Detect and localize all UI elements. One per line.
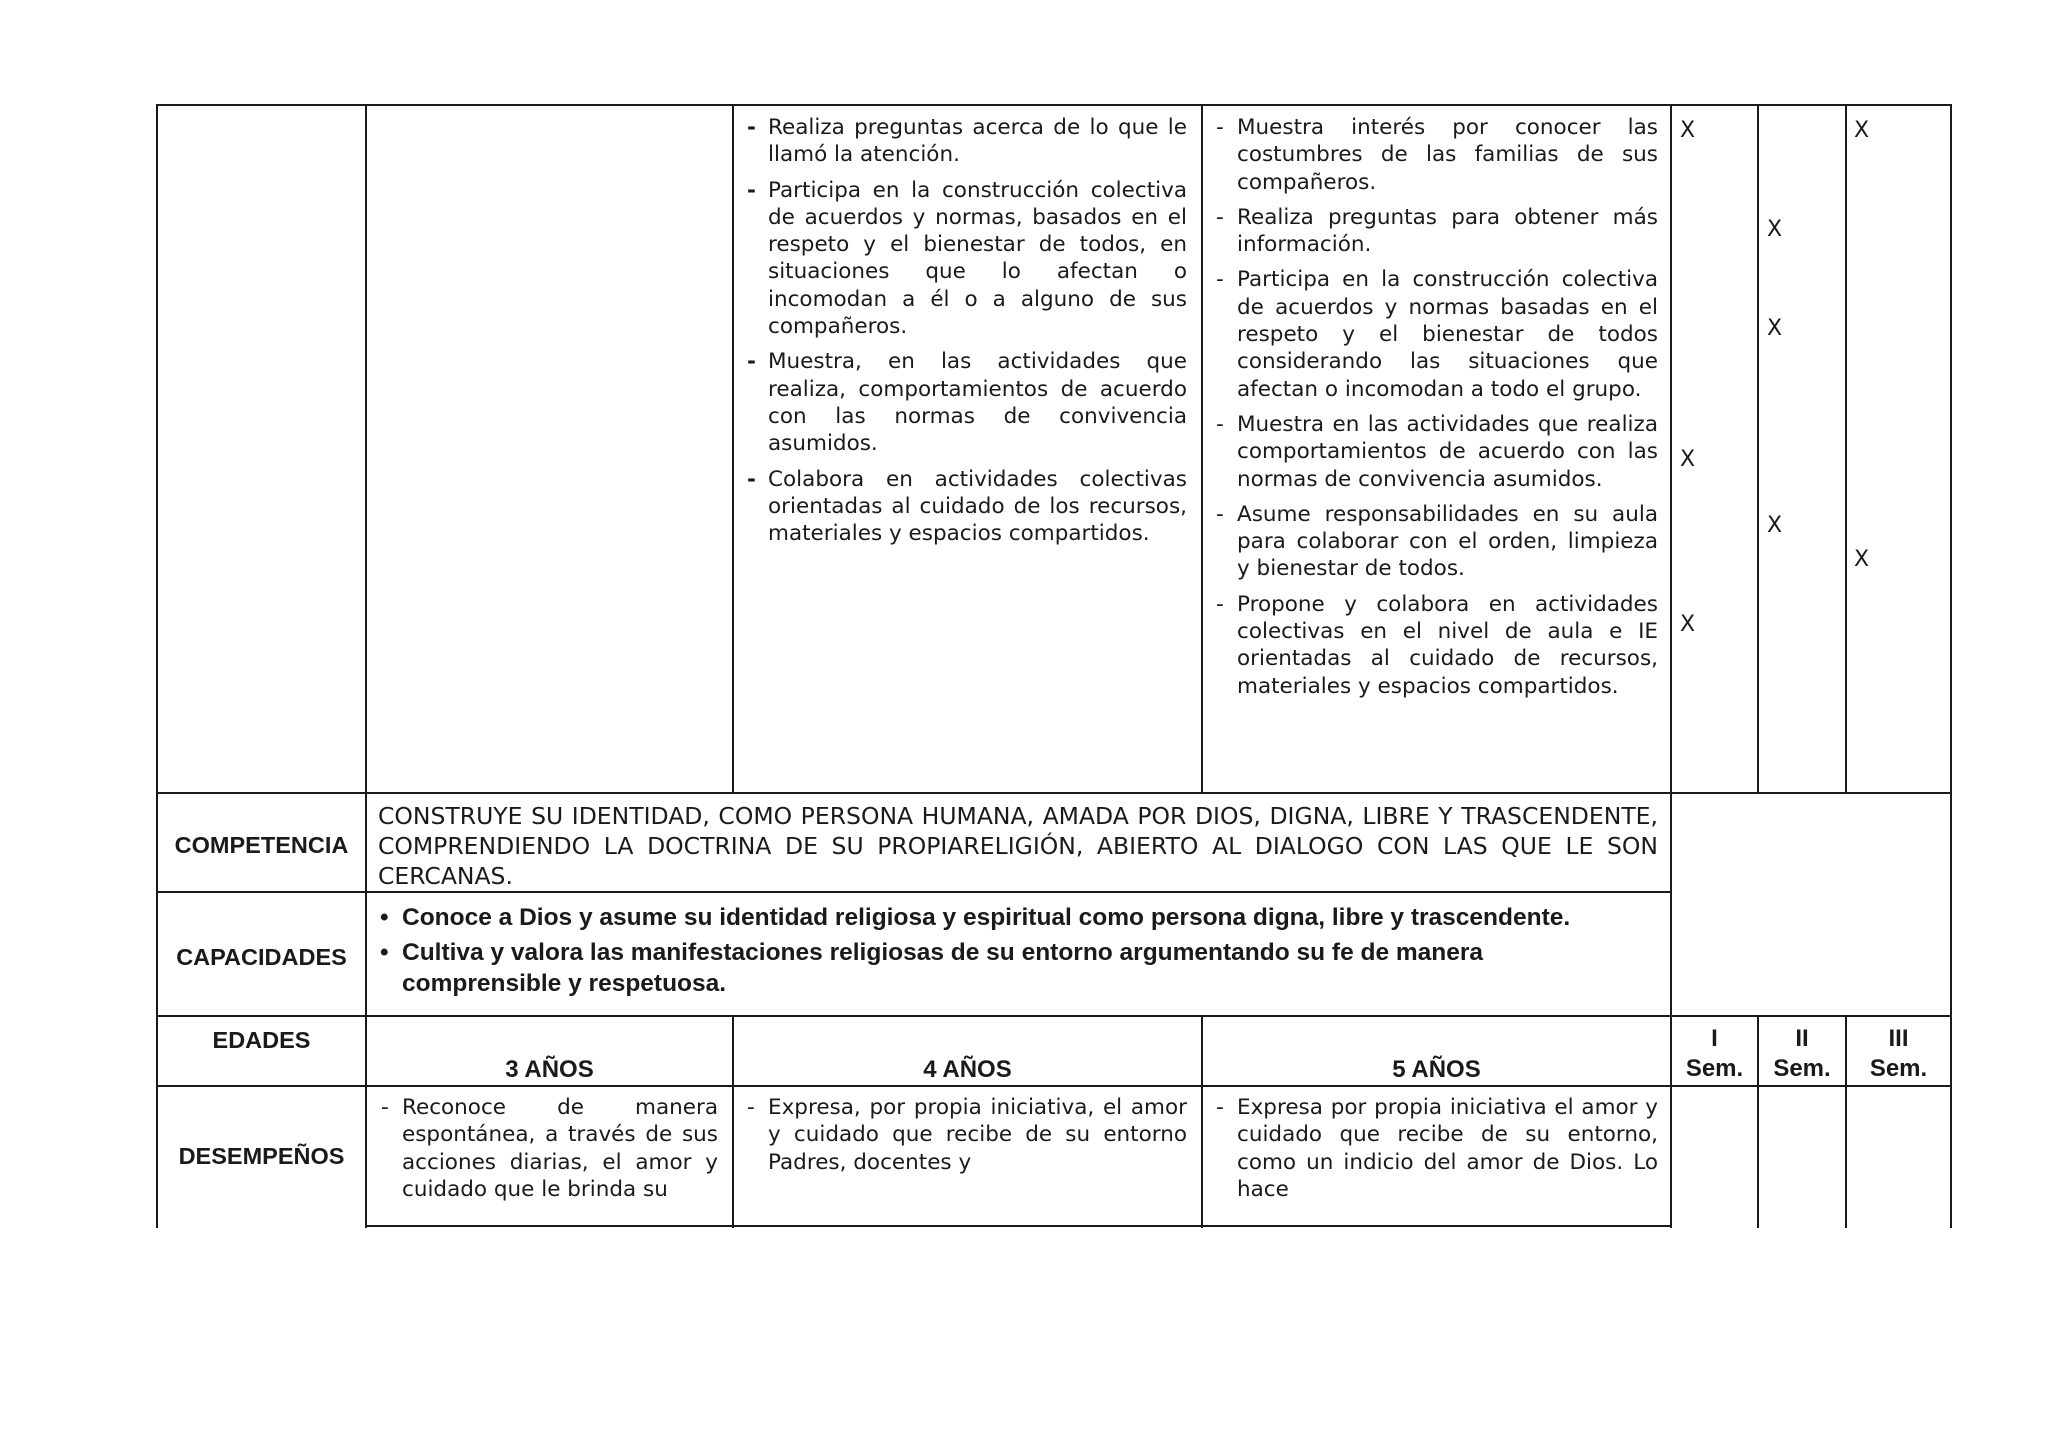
age-4-header: 4 AÑOS bbox=[923, 1056, 1012, 1083]
desempenos-5anos-list bbox=[1213, 1094, 1658, 1203]
list-item: - Participa en la construcción colectiva de acuerdos y normas, basados en el respeto y el bienestar de todos, en situaciones que lo afectan o incomodan a él o a alguno de sus compañeros. bbox=[744, 177, 1187, 341]
list-item: - Muestra, en las actividades que realiza, comportamientos de acuerdo con las normas de convivencia asumidos. bbox=[744, 348, 1187, 457]
list-item: • Conoce a Dios y asume su identidad religiosa y espiritual como persona digna, libre y trascendente. bbox=[378, 902, 1658, 933]
sem-number: I bbox=[1711, 1025, 1718, 1052]
list-item: - Muestra en las actividades que realiza comportamientos de acuerdo con las normas de convivencia asumidos. bbox=[1213, 411, 1658, 493]
check-mark: X bbox=[1680, 612, 1696, 637]
list-item: - Reconoce de manera espontánea, a través de sus acciones diarias, el amor y cuidado que le brinda su bbox=[378, 1094, 718, 1203]
competencia-text: CONSTRUYE SU IDENTIDAD, COMO PERSONA HUMANA, AMADA POR DIOS, DIGNA, LIBRE Y TRASCENDENTE, COMPRENDIENDO LA DOCTRINA DE SU PROPIARELIGIÓN, ABIERTO AL DIALOGO CON LAS QUE LE SON CERCANAS. bbox=[378, 802, 1658, 890]
check-mark: X bbox=[1854, 547, 1870, 572]
capacidades-cell bbox=[378, 902, 1658, 1003]
age-5-header: 5 AÑOS bbox=[1392, 1056, 1481, 1083]
check-mark: X bbox=[1767, 217, 1783, 242]
list-item: - Propone y colabora en actividades colectivas en el nivel de aula e IE orientadas al cuidado de recursos, materiales y espacios compartidos. bbox=[1213, 591, 1658, 700]
desempenos-4anos-list bbox=[744, 1094, 1187, 1176]
list-item: - Realiza preguntas para obtener más información. bbox=[1213, 204, 1658, 259]
sem-number: II bbox=[1795, 1025, 1809, 1052]
check-mark: X bbox=[1680, 118, 1696, 143]
age-3-header: 3 AÑOS bbox=[505, 1056, 594, 1083]
capacidades-list bbox=[378, 902, 1658, 999]
sem-label: Sem. bbox=[1869, 1055, 1928, 1082]
edades-label: EDADES bbox=[212, 1027, 311, 1053]
list-item: - Muestra interés por conocer las costumbres de las familias de sus compañeros. bbox=[1213, 114, 1658, 196]
sem-3-header bbox=[1847, 1024, 1950, 1084]
list-item: • Cultiva y valora las manifestaciones religiosas de su entorno argumentando su fe de manera comprensible y respetuosa. bbox=[378, 937, 1658, 999]
list-item: - Expresa, por propia iniciativa, el amor y cuidado que recibe de su entorno Padres, docentes y bbox=[744, 1094, 1187, 1176]
sem-1-header bbox=[1672, 1024, 1757, 1084]
desempenos-5anos bbox=[1213, 1094, 1658, 1211]
list-item: - Colabora en actividades colectivas orientadas al cuidado de los recursos, materiales y espacios compartidos. bbox=[744, 466, 1187, 548]
list-item: - Realiza preguntas acerca de lo que le llamó la atención. bbox=[744, 114, 1187, 169]
desempenos-label: DESEMPEÑOS bbox=[178, 1143, 345, 1169]
list-item: - Participa en la construcción colectiva de acuerdos y normas basadas en el respeto y el bienestar de todos considerando las situaciones que afectan o incomodan a todo el grupo. bbox=[1213, 266, 1658, 402]
sem-number: III bbox=[1888, 1025, 1909, 1052]
check-mark: X bbox=[1767, 316, 1783, 341]
sem-2-header bbox=[1759, 1024, 1845, 1084]
top-5anos-list bbox=[1213, 114, 1658, 700]
check-mark: X bbox=[1767, 513, 1783, 538]
sem-label: Sem. bbox=[1685, 1055, 1744, 1082]
top-4anos-list bbox=[744, 114, 1187, 547]
list-item: - Expresa por propia iniciativa el amor y cuidado que recibe de su entorno, como un indicio del amor de Dios. Lo hace bbox=[1213, 1094, 1658, 1203]
check-mark: X bbox=[1854, 118, 1870, 143]
desempenos-3anos-list bbox=[378, 1094, 718, 1203]
top-4anos-cell bbox=[744, 114, 1187, 555]
check-mark: X bbox=[1680, 447, 1696, 472]
capacidades-label: CAPACIDADES bbox=[176, 944, 347, 970]
desempenos-3anos bbox=[378, 1094, 718, 1211]
list-item: - Asume responsabilidades en su aula para colaborar con el orden, limpieza y bienestar de todos. bbox=[1213, 501, 1658, 583]
desempenos-4anos bbox=[744, 1094, 1187, 1184]
competencia-label: COMPETENCIA bbox=[174, 832, 349, 858]
top-5anos-cell bbox=[1213, 114, 1658, 708]
sem-label: Sem. bbox=[1773, 1055, 1831, 1082]
